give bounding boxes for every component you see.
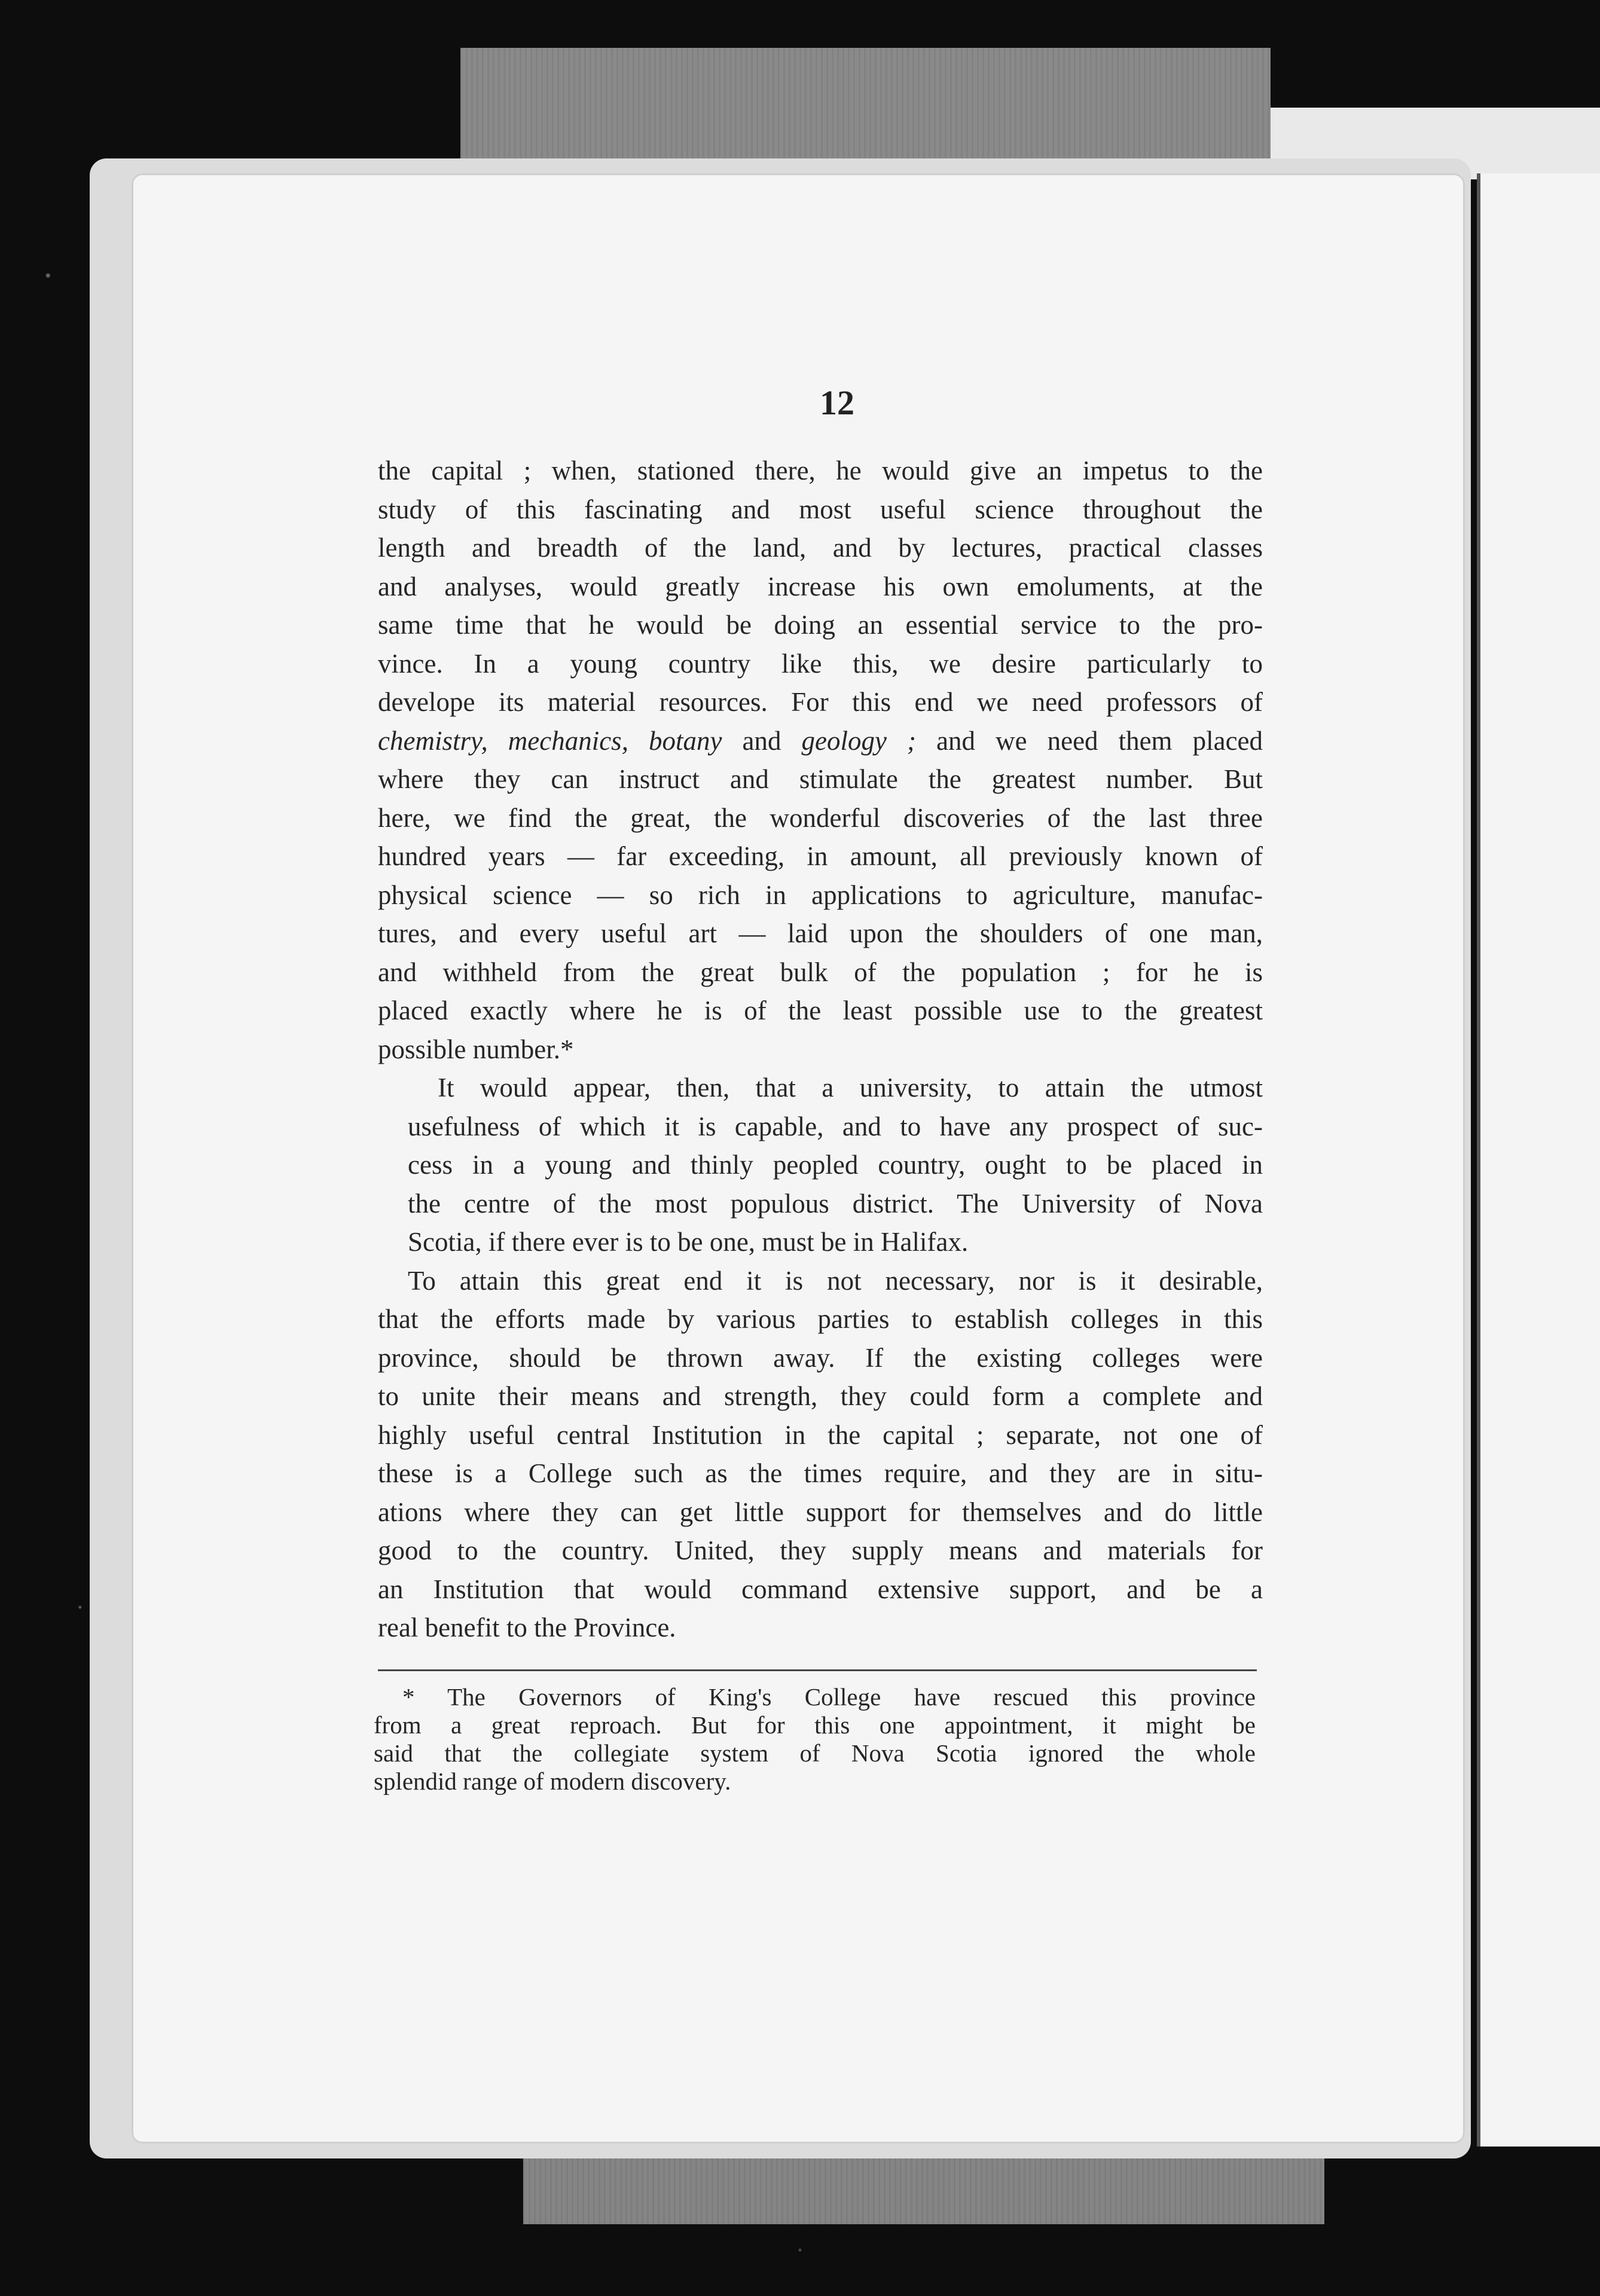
text-line: length and breadth of the land, and by lectures, practical classes (378, 533, 1263, 563)
body-text (378, 451, 1263, 1647)
text-line: these is a College such as the times require, and they are in situ- (378, 1458, 1263, 1488)
text-line: usefulness of which it is capable, and to have any prospect of suc- (408, 1111, 1263, 1141)
text-line: physical science — so rich in applications to agriculture, manufac- (378, 880, 1263, 910)
text-line: good to the country. United, they supply means and materials for (378, 1535, 1263, 1565)
text-line: the capital ; when, stationed there, he would give an impetus to the (378, 456, 1263, 486)
footnote-line: * The Governors of King's College have rescued this province (402, 1683, 1256, 1711)
italic-term: geology ; (801, 725, 917, 756)
text-line: and withheld from the great bulk of the population ; for he is (378, 957, 1263, 987)
italic-term: mechanics, (508, 725, 628, 756)
text-line: study of this fascinating and most useful science throughout the (378, 494, 1263, 524)
text-segment (488, 726, 508, 756)
text-segment (628, 726, 649, 756)
paragraph-1 (378, 451, 1263, 1068)
text-line: province, should be thrown away. If the existing colleges were (378, 1342, 1263, 1373)
footnote-line: from a great reproach. But for this one appointment, it might be (374, 1711, 1256, 1739)
footnote-line: said that the collegiate system of Nova Scotia ignored the whole (374, 1739, 1256, 1767)
text-line: possible number.* (378, 1034, 574, 1064)
text-line: vince. In a young country like this, we desire particularly to (378, 648, 1263, 679)
text-line: cess in a young and thinly peopled country, ought to be placed in (408, 1150, 1263, 1180)
italic-term: botany (649, 725, 722, 756)
adjacent-page (1477, 173, 1600, 2147)
text-segment: and (722, 725, 802, 756)
footnote-line: splendid range of modern discovery. (374, 1767, 731, 1795)
text-line: where they can instruct and stimulate the greatest number. But (378, 764, 1263, 794)
binding-tab-top (460, 48, 1271, 167)
text-line: an Institution that would command extensive support, and be a (378, 1574, 1263, 1604)
text-line-italic-mix (378, 722, 1263, 761)
text-line: the centre of the most populous district. The University of Nova (408, 1188, 1263, 1219)
text-line: highly useful central Institution in the capital ; separate, not one of (378, 1419, 1263, 1450)
footnote (374, 1683, 1256, 1796)
text-line: to unite their means and strength, they could form a complete and (378, 1381, 1263, 1411)
text-line: hundred years — far exceeding, in amount, all previously known of (378, 841, 1263, 871)
italic-term: chemistry, (378, 725, 488, 756)
text-line: It would appear, then, that a university, to attain the utmost (438, 1073, 1263, 1103)
text-line: develope its material resources. For this end we need professors of (378, 687, 1263, 717)
paragraph-2 (378, 1068, 1263, 1262)
text-line: tures, and every useful art — laid upon the shoulders of one man, (378, 918, 1263, 948)
footnote-divider (378, 1669, 1257, 1671)
text-line: and analyses, would greatly increase his own emoluments, at the (378, 571, 1263, 602)
text-line: that the efforts made by various parties to establish colleges in this (378, 1304, 1263, 1334)
text-line: To attain this great end it is not necessary, nor is it desirable, (408, 1265, 1263, 1296)
text-line: same time that he would be doing an essential service to the pro- (378, 610, 1263, 640)
text-line: Scotia, if there ever is to be one, must be in Halifax. (408, 1227, 969, 1257)
text-line: here, we find the great, the wonderful discoveries of the last three (378, 802, 1263, 833)
text-line: placed exactly where he is of the least possible use to the greatest (378, 996, 1263, 1025)
text-line: ations where they can get little support for themselves and do little (378, 1497, 1263, 1527)
page-number: 12 (820, 383, 854, 422)
text-line: real benefit to the Province. (378, 1613, 676, 1642)
text-segment: and we need them placed (916, 725, 1263, 756)
paragraph-3 (378, 1262, 1263, 1647)
